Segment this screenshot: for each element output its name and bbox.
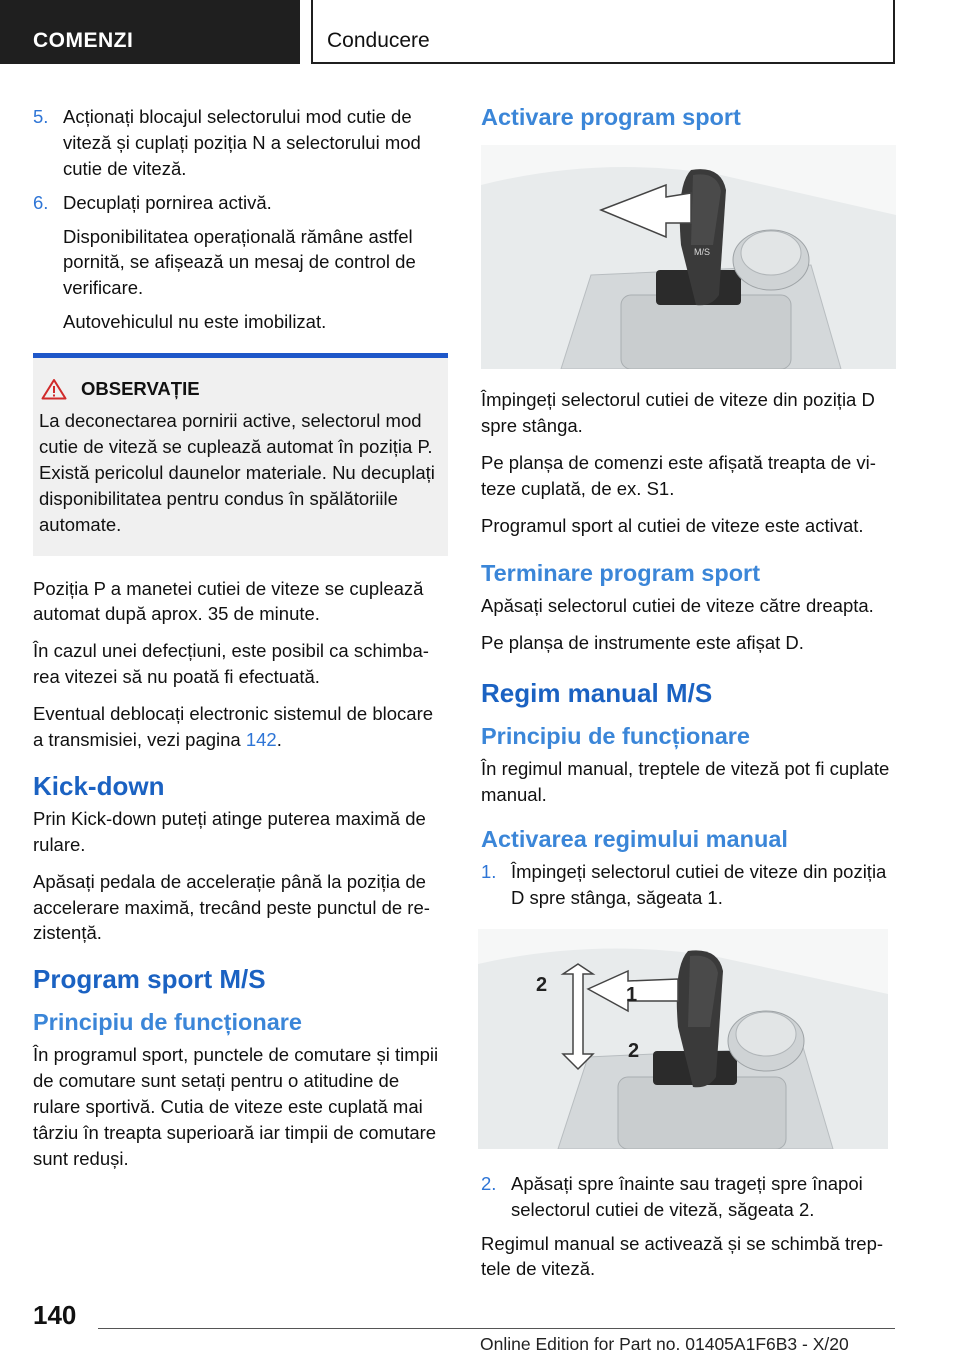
- step-number: 2.: [481, 1172, 497, 1194]
- gear-selector-manual-image: [478, 929, 888, 1149]
- end-sport-heading: Terminare program sport: [481, 560, 761, 587]
- paragraph: Apăsați selectorul cutiei de viteze către dreapta.: [481, 595, 874, 617]
- shifter-label: M/S: [694, 247, 711, 257]
- chapter-title: Conducere: [327, 29, 430, 52]
- step-5: [33, 104, 448, 182]
- paragraph-text: .: [276, 729, 282, 751]
- paragraph: Împingeți selectorul cutiei de viteze din poziția D spre stânga.: [481, 389, 875, 436]
- kickdown-heading: Kick-down: [33, 770, 165, 801]
- gear-selector-illustration: [481, 145, 896, 369]
- manual-activate-heading: Activarea regimului manual: [481, 826, 788, 853]
- paragraph: Pe planșa de comenzi este afișată treapta de viteze cuplată, de ex. S1.: [481, 451, 876, 499]
- paragraph: În regimul manual, treptele de viteză pot fi cuplate manual.: [481, 758, 890, 806]
- step-6-detail-2: Autovehiculul nu este imobilizat.: [63, 311, 327, 333]
- paragraph-text: Eventual deblocați electronic sistemul de blocare a transmisiei, vezi pagina: [33, 703, 434, 751]
- notice-title: OBSERVAȚIE: [81, 378, 200, 400]
- activate-sport-heading: Activare program sport: [481, 104, 741, 130]
- gear-selector-manual-illustration: [478, 929, 888, 1149]
- header-section: [0, 0, 300, 64]
- gear-selector-image: [481, 145, 896, 369]
- paragraph: În programul sport, punctele de comutare și timpii de comutare sunt setați pentru o atitudine de rulare sportivă. Cutia de viteze este cuplată mai târziu în treapta superioară iar timpii de comutare sunt reduși.: [33, 1044, 439, 1169]
- page-number: 140: [33, 1300, 77, 1330]
- step-number: 6.: [33, 191, 49, 213]
- right-column: [481, 104, 896, 1293]
- section-title: COMENZI: [33, 29, 134, 52]
- warning-icon: [41, 378, 67, 400]
- sport-heading: Program sport M/S: [33, 964, 266, 995]
- edition-text: Online Edition for Part no. 01405A1F6B3 - X/20: [480, 1334, 849, 1354]
- paragraph-with-link: [33, 701, 448, 753]
- paragraph: În cazul unei defecțiuni, este posibil ca schimbarea vitezei să nu poată fi efectuată.: [33, 640, 429, 688]
- step-number: 1.: [481, 861, 497, 883]
- header-chapter: [311, 0, 895, 64]
- step-number: 5.: [33, 106, 49, 127]
- arrow-label-2b: 2: [628, 1039, 640, 1062]
- step-text: Decuplați pornirea activă.: [63, 191, 272, 213]
- notice-box: [33, 353, 448, 555]
- step-text: Acționați blocajul selectorului mod cutie de viteză și cuplați poziția N a selectorului mod cutie de viteză.: [63, 106, 421, 179]
- paragraph: Poziția P a manetei cutiei de viteze se cuplează automat după aprox. 35 de minute.: [33, 577, 424, 625]
- paragraph: Pe planșa de instrumente este afișat D.: [481, 632, 804, 654]
- manual-heading: Regim manual M/S: [481, 678, 713, 709]
- paragraph: Regimul manual se activează și se schimbă treptele de viteză.: [481, 1232, 884, 1280]
- paragraph: Prin Kick-down puteți atinge puterea maximă de rulare.: [33, 807, 426, 855]
- arrow-label-2: 2: [536, 973, 548, 996]
- left-column: [33, 104, 448, 1183]
- manual-step-2: [481, 1171, 896, 1223]
- step-6: [33, 190, 448, 216]
- paragraph: Apăsați pedala de accelerație până la poziția de accelerare maximă, trecând peste punctul de rezistență.: [33, 870, 430, 944]
- manual-subheading: Principiu de funcționare: [481, 723, 750, 750]
- step-6-detail: Disponibilitatea operațională rămâne astfel pornită, se afișează un mesaj de control de verificare.: [63, 225, 416, 299]
- page-link[interactable]: 142: [245, 729, 277, 751]
- step-text: Împingeți selectorul cutiei de viteze din poziția D spre stânga, săgeata 1.: [511, 861, 887, 908]
- footer-divider: [98, 1328, 895, 1329]
- notice-text: La deconectarea pornirii active, selectorul mod cutie de viteză se cuplează automat în poziția P. Există pericolul daunelor materiale. Nu decuplați disponibilitatea pentru condus în spălătoriile automate.: [39, 410, 435, 535]
- manual-step-1: [481, 859, 896, 911]
- paragraph: Programul sport al cutiei de viteze este activat.: [481, 514, 864, 536]
- step-text: Apăsați spre înainte sau trageți spre înapoi selectorul cutiei de viteză, săgeata 2.: [511, 1172, 863, 1220]
- sport-subheading: Principiu de funcționare: [33, 1009, 302, 1036]
- notice-header: [39, 378, 440, 400]
- arrow-label-1: 1: [626, 983, 638, 1006]
